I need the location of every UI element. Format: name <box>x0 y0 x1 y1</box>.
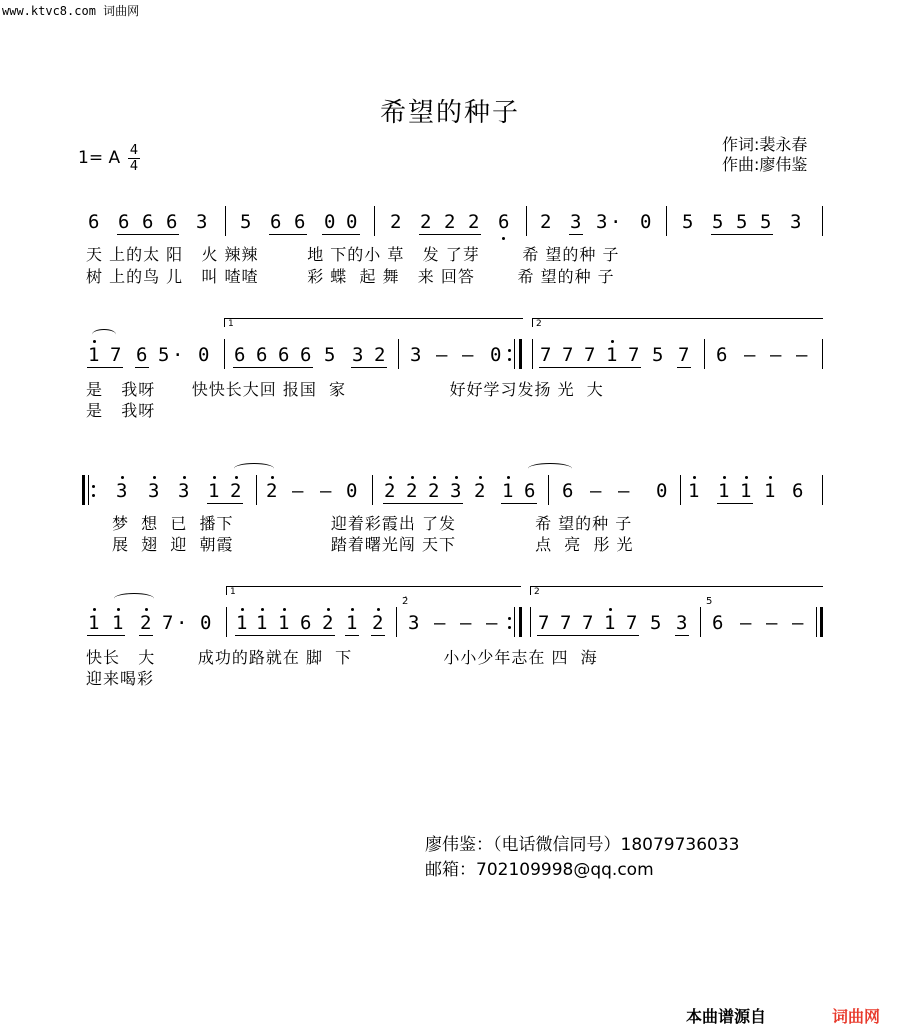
note: 0 <box>640 211 652 233</box>
note: 6 <box>278 344 290 366</box>
volta-bracket-1 <box>224 318 523 327</box>
composer-credit: 作曲:廖伟鉴 <box>722 155 808 174</box>
volta-number: 1 <box>228 319 234 329</box>
note: – <box>436 344 448 366</box>
note: – <box>766 612 778 634</box>
volta-number: 2 <box>536 319 542 329</box>
note: 6 <box>792 480 804 502</box>
note: 1 <box>604 612 616 634</box>
note: 2 <box>374 344 386 366</box>
note: 6 <box>166 211 178 233</box>
note: 2 <box>540 211 552 233</box>
note: 5 <box>736 211 748 233</box>
note: 3 <box>178 480 190 502</box>
note: 5 <box>760 211 772 233</box>
note: 6 <box>294 211 306 233</box>
note: 6 <box>88 211 100 233</box>
note: 2 <box>420 211 432 233</box>
note: 0 <box>656 480 668 502</box>
note: – <box>792 612 804 634</box>
note: 2 <box>322 612 334 634</box>
note: – <box>460 612 472 634</box>
note: 0 <box>200 612 212 634</box>
note: 3 <box>596 211 608 233</box>
note: · <box>176 612 188 634</box>
note: – <box>618 480 630 502</box>
volta-bracket-1 <box>226 586 521 595</box>
note: 1 <box>112 612 124 634</box>
note: 7 <box>162 612 174 634</box>
time-signature <box>128 144 140 173</box>
note: 1 <box>740 480 752 502</box>
note: 0 <box>346 480 358 502</box>
note: 5 <box>682 211 694 233</box>
note: 3 <box>408 612 420 634</box>
score-row-4 <box>0 596 900 641</box>
note: 3 <box>148 480 160 502</box>
lyricist-credit: 作词:裴永春 <box>722 135 808 154</box>
note: 1 <box>606 344 618 366</box>
note: 7 <box>678 344 690 366</box>
note: 1 <box>256 612 268 634</box>
note: 3 <box>410 344 422 366</box>
note: 2 <box>230 480 242 502</box>
note: 6 <box>300 344 312 366</box>
note: 6 <box>256 344 268 366</box>
volta-bracket-2 <box>530 586 823 595</box>
site-watermark: www.ktvc8.com 词曲网 <box>2 4 140 18</box>
note: 2 <box>444 211 456 233</box>
note: 7 <box>582 612 594 634</box>
note: 1 <box>688 480 700 502</box>
footer-source-label: 本曲谱源自 <box>686 1007 767 1026</box>
note: 6 <box>270 211 282 233</box>
contact-email: 邮箱：702109998@qq.com <box>425 860 654 880</box>
note: 7 <box>626 612 638 634</box>
note: – <box>740 612 752 634</box>
note: 5 <box>240 211 252 233</box>
note: 5 <box>712 211 724 233</box>
grace-note: 5 <box>706 596 713 607</box>
note: 7 <box>584 344 596 366</box>
note: – <box>796 344 808 366</box>
note: – <box>744 344 756 366</box>
note: 5 <box>158 344 170 366</box>
grace-note: 2̇ <box>402 596 409 607</box>
note: 7 <box>560 612 572 634</box>
note: 0 <box>324 211 336 233</box>
volta-number: 1 <box>230 587 236 597</box>
note: 2 <box>474 480 486 502</box>
note: 1 <box>764 480 776 502</box>
lyric-line: 是 我呀 快快长大回 报国 家 好好学习发扬 光 大 <box>86 380 604 399</box>
note: – <box>770 344 782 366</box>
note: 2 <box>266 480 278 502</box>
note: – <box>462 344 474 366</box>
note: 3 <box>790 211 802 233</box>
note: 2 <box>140 612 152 634</box>
note: 0 <box>198 344 210 366</box>
note: 2 <box>406 480 418 502</box>
note: 3 <box>450 480 462 502</box>
note: 6 <box>524 480 536 502</box>
note: 1 <box>88 612 100 634</box>
note: 6 <box>136 344 148 366</box>
note: · <box>172 344 184 366</box>
note: – <box>320 480 332 502</box>
song-title: 希望的种子 <box>379 98 520 128</box>
note: 7 <box>538 612 550 634</box>
lyric-line: 是 我呀 <box>86 401 156 420</box>
note: 6 <box>562 480 574 502</box>
volta-number: 2 <box>534 587 540 597</box>
note: 6 <box>142 211 154 233</box>
note: 1 <box>88 344 100 366</box>
footer-site-logo[interactable]: 词曲网 <box>832 1007 881 1026</box>
note: 6 <box>716 344 728 366</box>
lyric-line: 展 翅 迎 朝霞 踏着曙光闯 天下 点 亮 彤 光 <box>112 535 634 554</box>
note: 1 <box>236 612 248 634</box>
note: 6 <box>712 612 724 634</box>
note: 3 <box>196 211 208 233</box>
time-sig-bottom: 4 <box>129 159 139 174</box>
note: 3 <box>570 211 582 233</box>
note: 6 <box>498 211 510 233</box>
note: 0 <box>346 211 358 233</box>
volta-bracket-2 <box>532 318 823 327</box>
note: 3 <box>352 344 364 366</box>
note: 5 <box>650 612 662 634</box>
note: 3 <box>116 480 128 502</box>
contact-phone: 廖伟鉴：（电话微信同号）18079736033 <box>425 835 740 855</box>
score-row-2 <box>0 343 900 373</box>
note: 2 <box>390 211 402 233</box>
note: 5 <box>324 344 336 366</box>
note: 7 <box>540 344 552 366</box>
lyric-line: 快长 大 成功的路就在 脚 下 小小少年志在 四 海 <box>86 648 598 667</box>
note: 0 <box>490 344 502 366</box>
note: 1 <box>346 612 358 634</box>
note: 1 <box>718 480 730 502</box>
note: 6 <box>234 344 246 366</box>
score-row-3 <box>0 479 900 509</box>
note: 2 <box>428 480 440 502</box>
note: – <box>292 480 304 502</box>
note: 7 <box>110 344 122 366</box>
note: 7 <box>628 344 640 366</box>
note: 1 <box>502 480 514 502</box>
note: 1 <box>208 480 220 502</box>
note: – <box>434 612 446 634</box>
note: 5 <box>652 344 664 366</box>
note: 6 <box>300 612 312 634</box>
time-sig-top: 4 <box>129 143 139 158</box>
lyric-line: 梦 想 已 播下 迎着彩霞出 了发 希 望的种 子 <box>112 514 633 533</box>
note: 1 <box>278 612 290 634</box>
note: 2 <box>384 480 396 502</box>
note: 3 <box>676 612 688 634</box>
lyric-line: 迎来喝彩 <box>86 669 155 688</box>
note: 2 <box>372 612 384 634</box>
note: 7 <box>562 344 574 366</box>
score-row-1 <box>0 210 900 240</box>
note: – <box>590 480 602 502</box>
lyric-line: 树 上的鸟 儿 叫 喳喳 彩 蝶 起 舞 来 回答 希 望的种 子 <box>86 267 615 286</box>
lyric-line: 天 上的太 阳 火 辣辣 地 下的小 草 发 了芽 希 望的种 子 <box>86 245 620 264</box>
note: 6 <box>118 211 130 233</box>
key-signature: 1= A <box>78 148 121 168</box>
note: 2 <box>468 211 480 233</box>
note: – <box>486 612 498 634</box>
note: · <box>610 211 622 233</box>
